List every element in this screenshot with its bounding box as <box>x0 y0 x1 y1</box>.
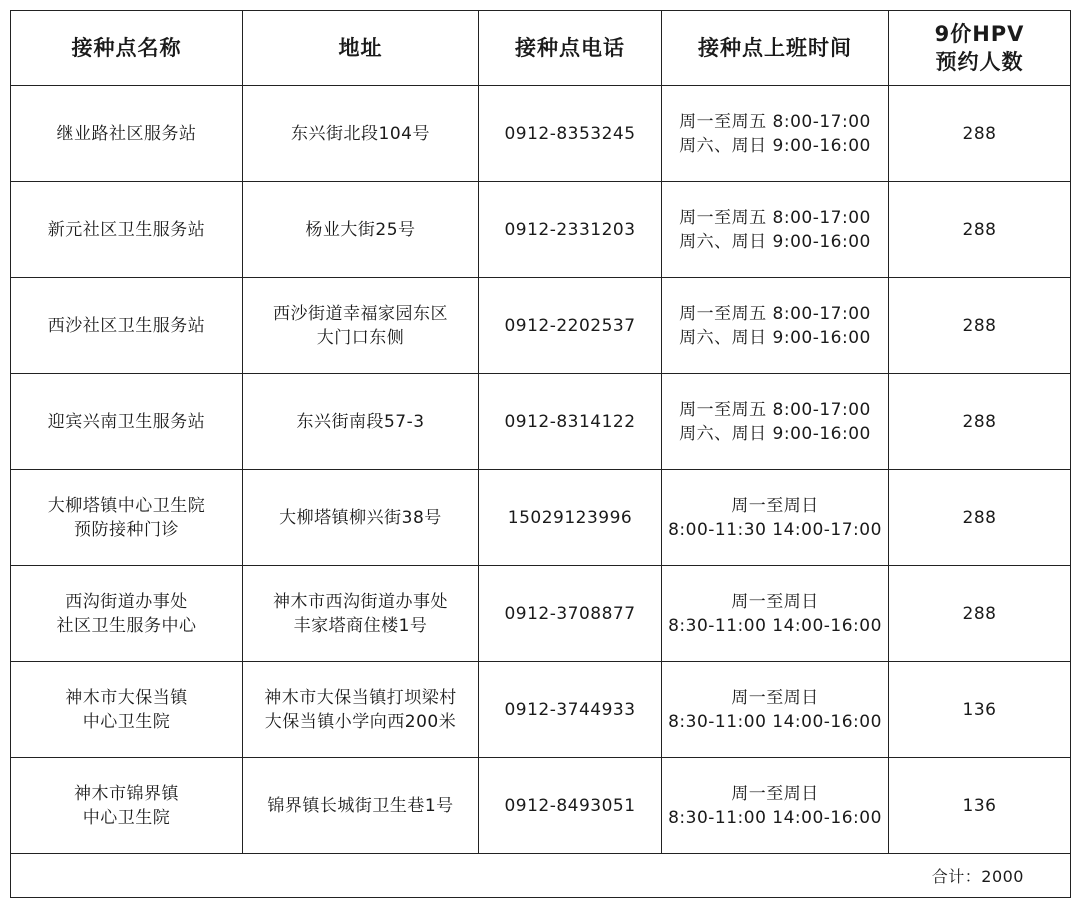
hpv-count-cell: 288 <box>889 182 1071 278</box>
address-cell <box>243 182 479 278</box>
hpv-count-cell: 288 <box>889 278 1071 374</box>
total-row <box>11 854 1071 898</box>
address-cell-line: 杨业大街25号 <box>305 219 416 240</box>
hours-cell-line: 8:30-11:00 14:00-16:00 <box>668 711 882 732</box>
address-cell <box>243 470 479 566</box>
site-name-cell-line: 中心卫生院 <box>82 807 171 828</box>
address-cell-line: 神木市大保当镇打坝梁村 <box>264 687 457 708</box>
address-cell <box>243 566 479 662</box>
site-name-cell <box>11 470 243 566</box>
site-name-cell-line: 迎宾兴南卫生服务站 <box>47 411 206 432</box>
hours-cell-line: 周一至周日 <box>731 495 819 516</box>
hours-cell <box>662 470 889 566</box>
phone-cell: 0912-3708877 <box>479 566 662 662</box>
hours-cell-line: 8:00-11:30 14:00-17:00 <box>668 519 882 540</box>
header-site-name: 接种点名称 <box>11 11 243 86</box>
site-name-cell-line: 新元社区卫生服务站 <box>47 219 206 240</box>
address-cell-line: 大柳塔镇柳兴街38号 <box>279 507 442 528</box>
hours-cell-line: 周六、周日 9:00-16:00 <box>679 423 871 444</box>
phone-cell: 0912-2202537 <box>479 278 662 374</box>
hours-cell <box>662 662 889 758</box>
address-cell-line: 大保当镇小学向西200米 <box>264 711 457 732</box>
hours-cell-line: 周一至周五 8:00-17:00 <box>679 399 871 420</box>
phone-cell: 0912-8314122 <box>479 374 662 470</box>
hpv-count-cell: 136 <box>889 662 1071 758</box>
hpv-count-cell: 288 <box>889 374 1071 470</box>
site-name-cell <box>11 662 243 758</box>
vaccination-site-table <box>10 10 1071 898</box>
hours-cell <box>662 566 889 662</box>
hours-cell-line: 周一至周日 <box>731 687 819 708</box>
phone-cell: 15029123996 <box>479 470 662 566</box>
hours-cell-line: 周一至周日 <box>731 591 819 612</box>
table-row <box>11 374 1071 470</box>
table-row <box>11 182 1071 278</box>
address-cell <box>243 662 479 758</box>
address-cell-line: 丰家塔商住楼1号 <box>293 615 428 636</box>
hours-cell-line: 周一至周五 8:00-17:00 <box>679 303 871 324</box>
hours-cell <box>662 374 889 470</box>
phone-cell: 0912-3744933 <box>479 662 662 758</box>
site-name-cell <box>11 182 243 278</box>
hours-cell-line: 8:30-11:00 14:00-16:00 <box>668 615 882 636</box>
total-cell: 合计：2000 <box>11 854 1071 898</box>
header-phone: 接种点电话 <box>479 11 662 86</box>
address-cell-line: 西沙街道幸福家园东区 <box>273 303 448 324</box>
site-name-cell <box>11 374 243 470</box>
address-cell <box>243 758 479 854</box>
site-name-cell <box>11 566 243 662</box>
address-cell <box>243 86 479 182</box>
phone-cell: 0912-8493051 <box>479 758 662 854</box>
table-row <box>11 86 1071 182</box>
site-name-cell-line: 预防接种门诊 <box>74 519 179 540</box>
hours-cell <box>662 758 889 854</box>
hpv-count-cell: 288 <box>889 470 1071 566</box>
table-row <box>11 566 1071 662</box>
header-hpv-count <box>889 11 1071 86</box>
address-cell <box>243 374 479 470</box>
site-name-cell-line: 神木市锦界镇 <box>74 783 179 804</box>
address-cell-line: 东兴街北段104号 <box>291 123 430 144</box>
site-name-cell-line: 西沟街道办事处 <box>65 591 188 612</box>
hours-cell-line: 周六、周日 9:00-16:00 <box>679 231 871 252</box>
hours-cell-line: 周一至周五 8:00-17:00 <box>679 111 871 132</box>
table-row <box>11 758 1071 854</box>
phone-cell: 0912-2331203 <box>479 182 662 278</box>
hpv-count-cell: 288 <box>889 86 1071 182</box>
table-row <box>11 470 1071 566</box>
site-name-cell-line: 社区卫生服务中心 <box>56 615 197 636</box>
site-name-cell-line: 神木市大保当镇 <box>65 687 188 708</box>
site-name-cell-line: 西沙社区卫生服务站 <box>47 315 206 336</box>
address-cell-line: 锦界镇长城街卫生巷1号 <box>267 795 454 816</box>
phone-cell: 0912-8353245 <box>479 86 662 182</box>
address-cell-line: 神木市西沟街道办事处 <box>273 591 448 612</box>
address-cell-line: 东兴街南段57-3 <box>296 411 425 432</box>
hpv-count-cell: 288 <box>889 566 1071 662</box>
header-hours: 接种点上班时间 <box>662 11 889 86</box>
hours-cell-line: 周六、周日 9:00-16:00 <box>679 327 871 348</box>
hours-cell <box>662 86 889 182</box>
hours-cell-line: 周一至周日 <box>731 783 819 804</box>
header-hpv-count-line2: 预约人数 <box>935 50 1024 74</box>
header-row <box>11 11 1071 86</box>
header-address: 地址 <box>243 11 479 86</box>
address-cell <box>243 278 479 374</box>
hours-cell-line: 周一至周五 8:00-17:00 <box>679 207 871 228</box>
table-row <box>11 662 1071 758</box>
site-name-cell <box>11 86 243 182</box>
table-row <box>11 278 1071 374</box>
hours-cell-line: 8:30-11:00 14:00-16:00 <box>668 807 882 828</box>
table-body <box>11 86 1071 854</box>
site-name-cell <box>11 278 243 374</box>
hpv-count-cell: 136 <box>889 758 1071 854</box>
site-name-cell-line: 中心卫生院 <box>82 711 171 732</box>
address-cell-line: 大门口东侧 <box>316 327 405 348</box>
hours-cell-line: 周六、周日 9:00-16:00 <box>679 135 871 156</box>
header-hpv-count-line1: 9价HPV <box>934 22 1025 46</box>
hours-cell <box>662 182 889 278</box>
site-name-cell-line: 继业路社区服务站 <box>56 123 197 144</box>
hours-cell <box>662 278 889 374</box>
site-name-cell <box>11 758 243 854</box>
site-name-cell-line: 大柳塔镇中心卫生院 <box>47 495 206 516</box>
